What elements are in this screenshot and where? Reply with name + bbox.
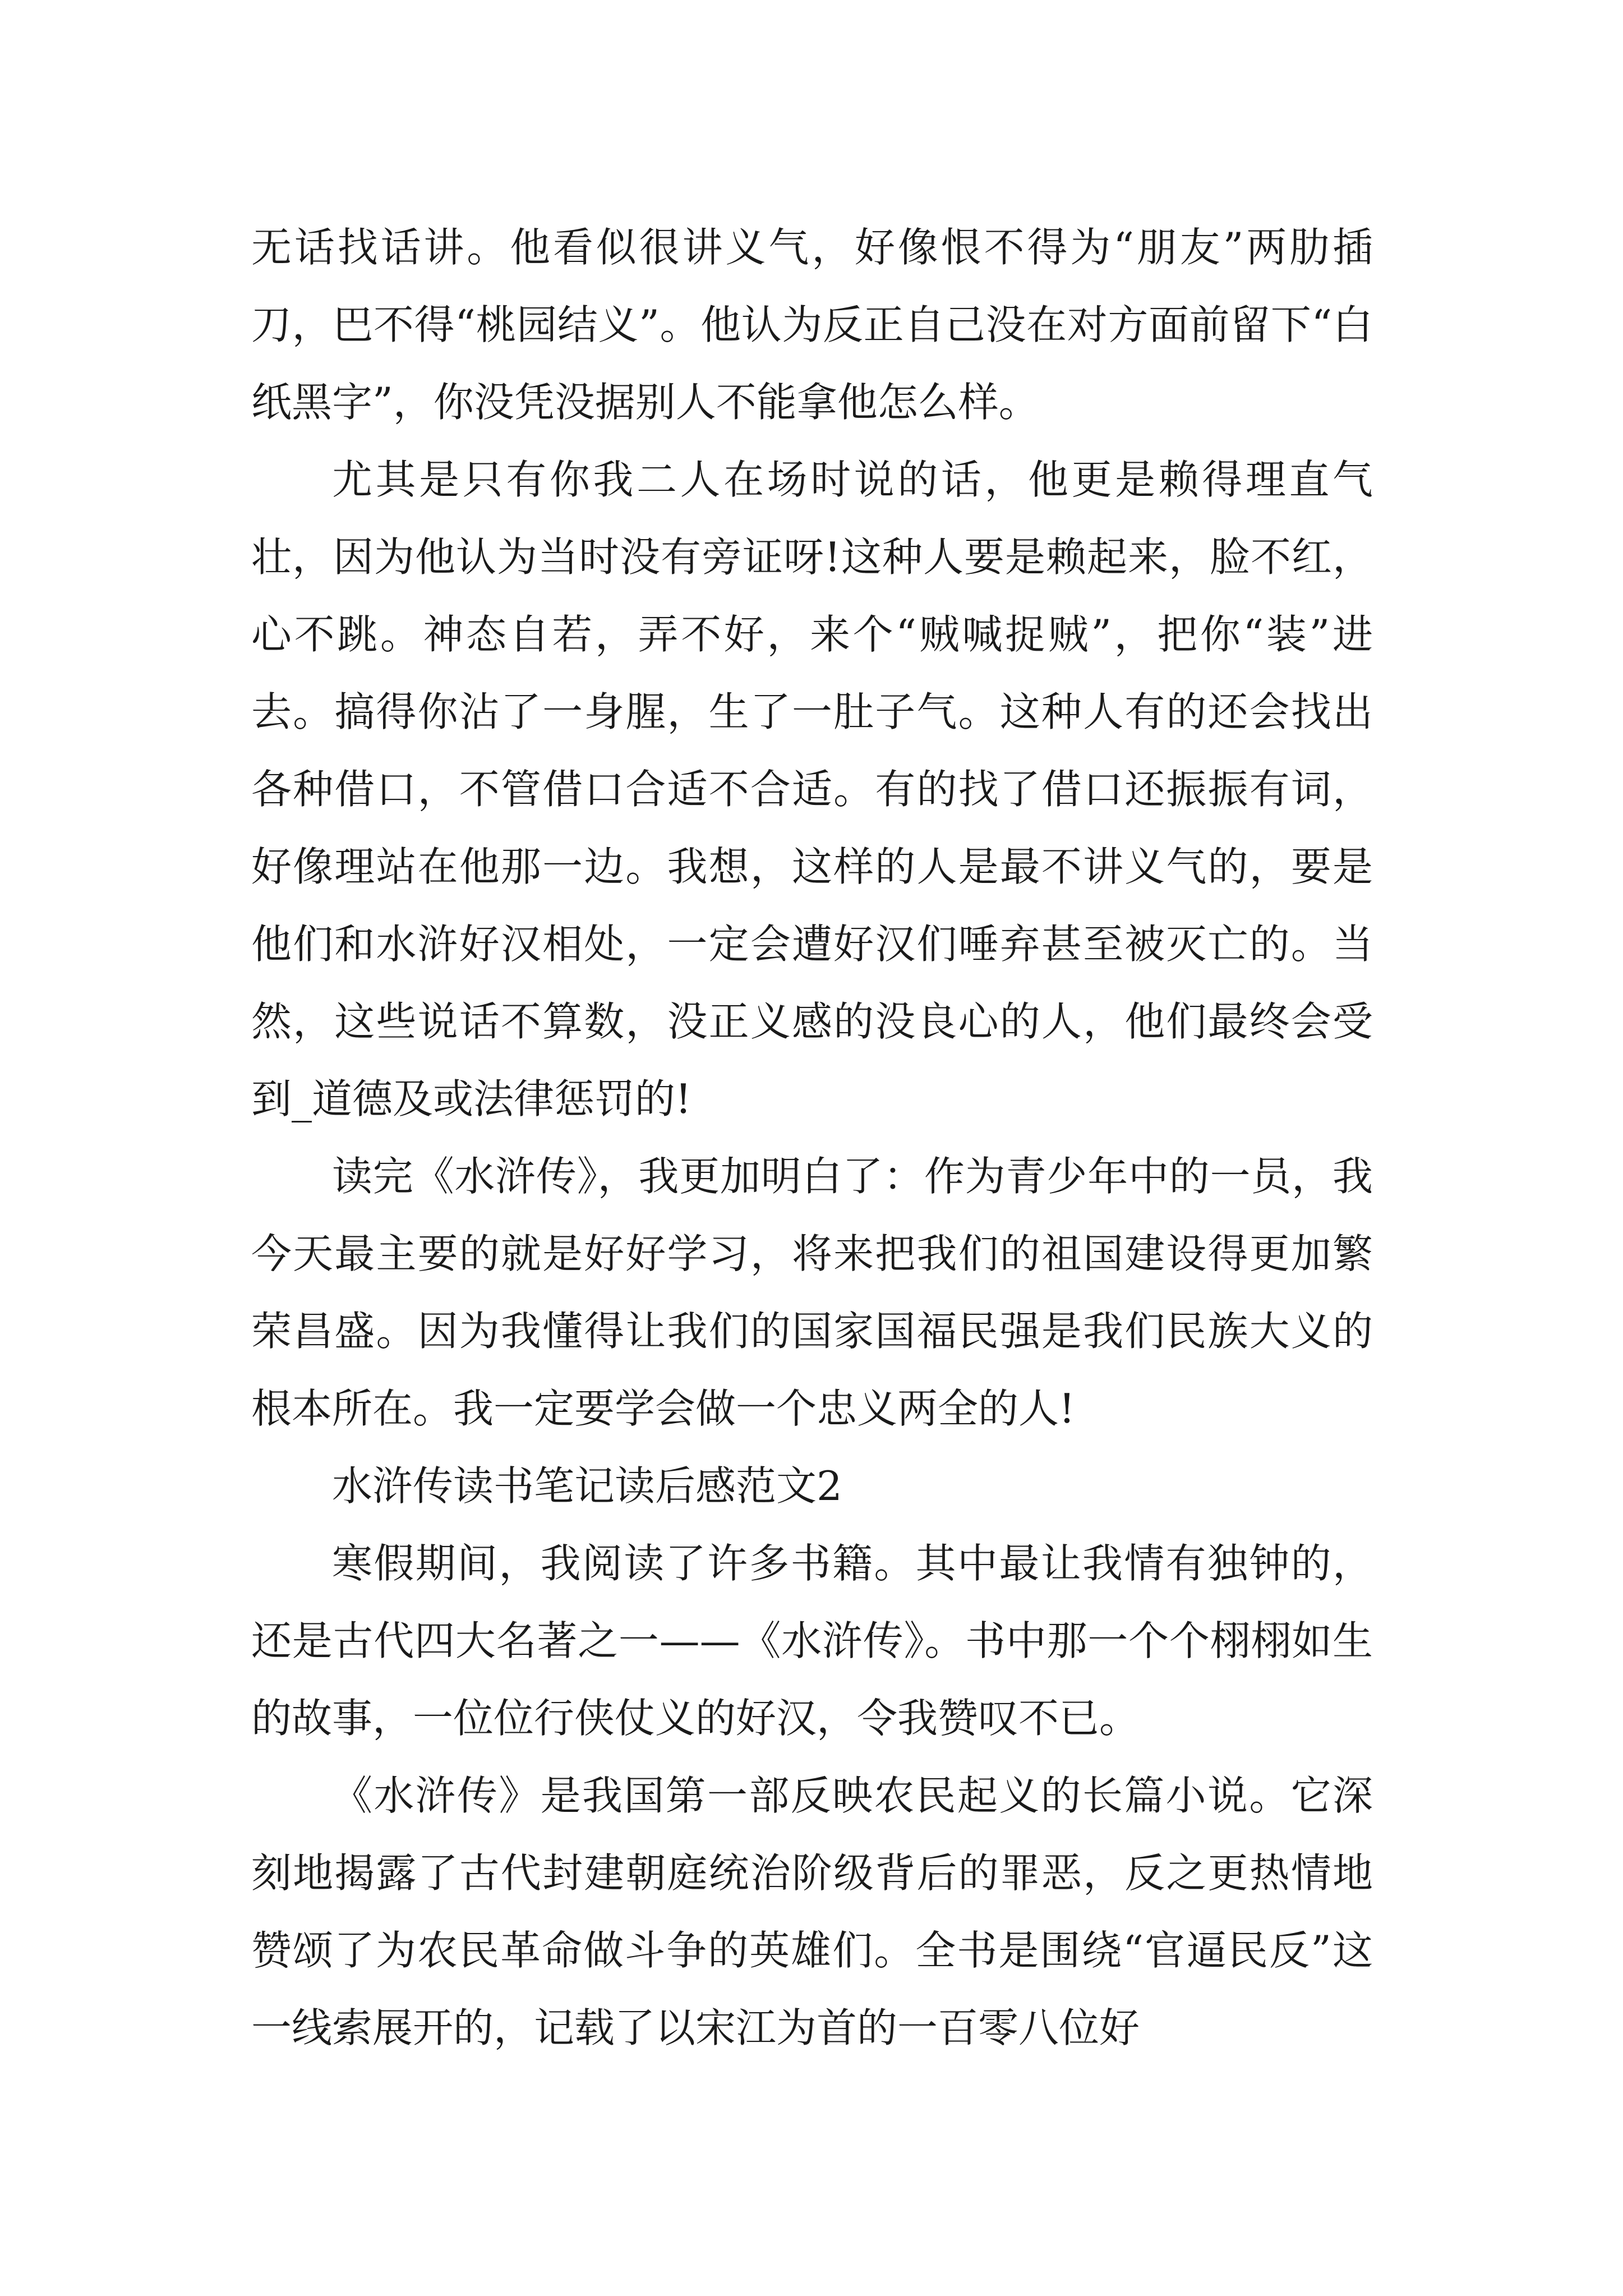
- body-text: [251, 209, 1373, 2067]
- paragraph-denial-behavior: 尤其是只有你我二人在场时说的话，他更是赖得理直气壮，因为他认为当时没有旁证呀!这种人要是赖起来，脸不红，心不跳。神态自若，弄不好，来个“贼喊捉贼”，把你“装”进去。搞得你沾了一身腥，生了一肚子气。这种人有的还会找出各种借口，不管借口合适不合适。有的找了借口还振振有词，好像理站在他那一边。我想，这样的人是最不讲义气的，要是他们和水浒好汉相处，一定会遭好汉们唾弃甚至被灭亡的。当然，这些说话不算数，没正义感的没良心的人，他们最终会受到_道德及或法律惩罚的!: [251, 456, 1373, 1122]
- paragraph-continued: 无话找话讲。他看似很讲义气，好像恨不得为“朋友”两肋插刀，巴不得“桃园结义”。他认为反正自己没在对方面前留下“白纸黑字”，你没凭没据别人不能拿他怎么样。: [251, 224, 1373, 426]
- paragraph-novel-intro: 《水浒传》是我国第一部反映农民起义的长篇小说。它深刻地揭露了古代封建朝庭统治阶级背后的罪恶，反之更热情地赞颂了为农民革命做斗争的英雄们。全书是围绕“官逼民反”这一线索展开的，记载了以宋江为首的一百零八位好: [251, 1772, 1373, 2051]
- paragraph-reflection: 读完《水浒传》，我更加明白了：作为青少年中的一员，我今天最主要的就是好好学习，将来把我们的祖国建设得更加繁荣昌盛。因为我懂得让我们的国家国福民强是我们民族大义的根本所在。我一定要学会做一个忠义两全的人!: [251, 1153, 1373, 1432]
- section-title: 水浒传读书笔记读后感范文2: [332, 1462, 842, 1510]
- paragraph-winter-break: 寒假期间，我阅读了许多书籍。其中最让我情有独钟的，还是古代四大名著之一——《水浒传》。书中那一个个栩栩如生的故事，一位位行侠仗义的好汉，令我赞叹不已。: [251, 1540, 1373, 1742]
